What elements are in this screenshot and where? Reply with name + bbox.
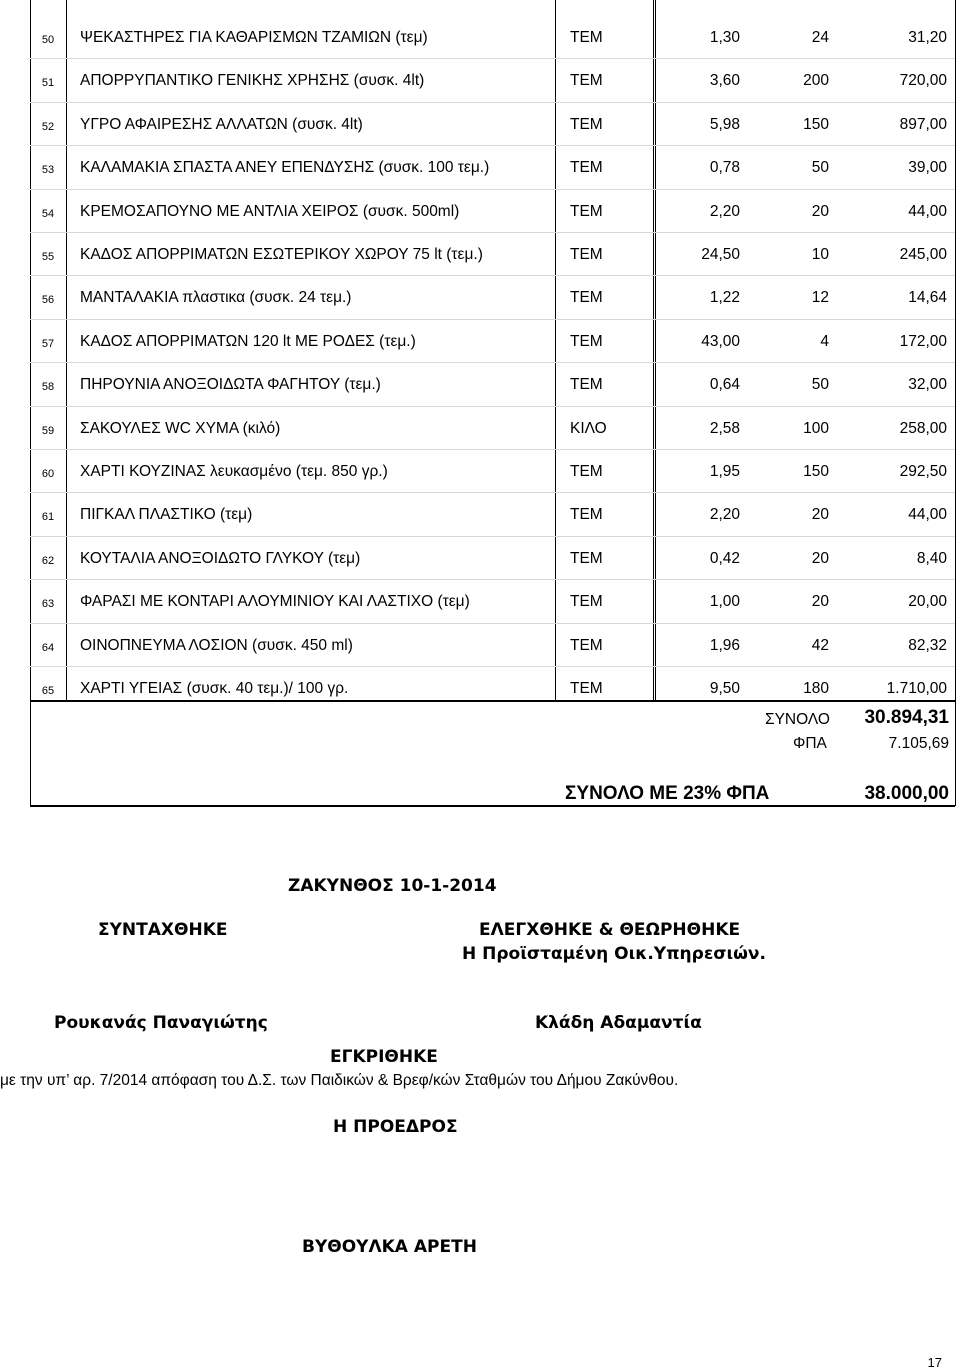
item-quantity: 150	[803, 115, 829, 133]
item-total: 44,00	[908, 506, 947, 524]
checked-role: Η Προϊσταμένη Οικ.Υπηρεσιών.	[462, 944, 766, 964]
row-number: 55	[41, 251, 55, 263]
item-description: ΑΠΟΡΡΥΠΑΝΤΙΚΟ ΓΕΝΙΚΗΣ ΧΡΗΣΗΣ (συσκ. 4lt)	[80, 72, 425, 90]
item-total: 8,40	[916, 549, 947, 567]
item-description: ΨΕΚΑΣΤΗΡΕΣ ΓΙΑ ΚΑΘΑΡΙΣΜΩΝ ΤΖΑΜΙΩΝ (τεμ)	[80, 29, 428, 46]
item-quantity: 4	[820, 332, 829, 350]
place-date: ΖΑΚΥΝΘΟΣ 10-1-2014	[288, 876, 497, 896]
approval-text: με την υπ’ αρ. 7/2014 απόφαση του Δ.Σ. των Παιδικών & Βρεφ/κών Σταθμών του Δήμου Ζακύνθου.	[0, 1072, 679, 1089]
table-row	[30, 103, 955, 146]
row-number: 50	[41, 34, 55, 46]
item-unit-price: 1,96	[709, 636, 740, 654]
table-row	[30, 537, 955, 580]
item-description: ΜΑΝΤΑΛΑΚΙΑ πλαστικα (συσκ. 24 τεμ.)	[80, 289, 352, 307]
item-description: ΚΑΛΑΜΑΚΙΑ ΣΠΑΣΤΑ ΑΝΕΥ ΕΠΕΝΔΥΣΗΣ (συσκ. 100 τεμ.)	[80, 159, 490, 177]
grand-total-label: ΣΥΝΟΛΟ ΜΕ 23% ΦΠΑ	[565, 783, 770, 804]
row-number: 53	[41, 164, 55, 177]
item-total: 82,32	[908, 636, 947, 654]
row-number: 61	[41, 511, 55, 524]
item-unit: ΤΕΜ	[570, 72, 603, 90]
item-unit-price: 1,00	[709, 593, 740, 611]
item-total: 258,00	[899, 419, 947, 437]
item-unit: ΤΕΜ	[570, 332, 603, 350]
table-row	[30, 450, 955, 493]
item-quantity: 200	[803, 72, 829, 90]
row-number: 57	[41, 337, 55, 350]
grand-total-value: 38.000,00	[864, 783, 949, 804]
item-total: 1.710,00	[886, 680, 947, 697]
compiler-name: Ρουκανάς Παναγιώτης	[54, 1013, 268, 1033]
item-quantity: 24	[811, 29, 829, 46]
item-description: ΦΑΡΑΣΙ ΜΕ ΚΟΝΤΑΡΙ ΑΛΟΥΜΙΝΙΟΥ ΚΑΙ ΛΑΣΤΙΧΟ (τεμ)	[80, 593, 470, 611]
checker-name: Κλάδη Αδαμαντία	[535, 1013, 702, 1033]
item-unit-price: 2,58	[709, 419, 740, 437]
item-unit-price: 5,98	[709, 115, 740, 133]
table-right-border	[955, 0, 956, 806]
subtotal-label: ΣΥΝΟΛΟ	[765, 711, 830, 728]
item-unit: ΤΕΜ	[570, 29, 603, 46]
table-row	[30, 493, 955, 536]
item-unit: ΚΙΛΟ	[570, 419, 607, 437]
item-unit: ΤΕΜ	[570, 246, 603, 263]
item-description: ΚΟΥΤΑΛΙΑ ΑΝΟΞΟΙΔΩΤΟ ΓΛΥΚΟΥ (τεμ)	[80, 549, 361, 567]
table-row	[30, 233, 955, 276]
table-bottom-rule	[30, 700, 955, 702]
item-description: ΟΙΝΟΠΝΕΥΜΑ ΛΟΣΙΟΝ (συσκ. 450 ml)	[80, 636, 353, 654]
subtotal-value: 30.894,31	[864, 707, 949, 728]
item-description: ΣΑΚΟΥΛΕΣ WC ΧΥΜΑ (κιλό)	[80, 419, 281, 437]
approved-heading: ΕΓΚΡΙΘΗΚΕ	[330, 1047, 438, 1067]
table-row	[30, 624, 955, 667]
item-unit-price: 0,42	[709, 549, 740, 567]
table-row	[30, 363, 955, 406]
page-number: 17	[927, 1355, 942, 1370]
item-quantity: 42	[811, 636, 829, 654]
checked-heading: ΕΛΕΓΧΘΗΚΕ & ΘΕΩΡΗΘΗΚΕ	[479, 920, 741, 940]
row-number: 58	[41, 381, 55, 394]
item-description: ΚΑΔΟΣ ΑΠΟΡΡΙΜΑΤΩΝ ΕΣΩΤΕΡΙΚΟΥ ΧΩΡΟΥ 75 lt (τεμ.)	[80, 246, 483, 263]
item-unit: ΤΕΜ	[570, 549, 603, 567]
row-number: 51	[41, 77, 55, 90]
vat-label: ΦΠΑ	[793, 735, 827, 752]
table-row	[30, 667, 955, 710]
item-unit-price: 1,30	[709, 29, 740, 46]
item-quantity: 150	[803, 463, 829, 480]
item-total: 31,20	[908, 29, 947, 46]
item-total: 44,00	[908, 202, 947, 220]
row-number: 59	[41, 424, 55, 437]
item-unit-price: 9,50	[709, 680, 740, 697]
item-unit: ΤΕΜ	[570, 376, 603, 394]
item-quantity: 50	[811, 159, 829, 177]
vat-value: 7.105,69	[888, 735, 949, 752]
table-row	[30, 16, 955, 59]
table-row	[30, 146, 955, 189]
item-unit-price: 43,00	[701, 332, 740, 350]
item-unit: ΤΕΜ	[570, 680, 603, 697]
item-total: 20,00	[908, 593, 947, 611]
item-unit: ΤΕΜ	[570, 506, 603, 524]
item-description: ΠΙΓΚΑΛ ΠΛΑΣΤΙΚΟ (τεμ)	[80, 506, 253, 524]
item-total: 292,50	[899, 463, 947, 480]
item-total: 32,00	[908, 376, 947, 394]
president-name: ΒΥΘΟΥΛΚΑ ΑΡΕΤΗ	[302, 1237, 477, 1257]
item-description: ΧΑΡΤΙ ΥΓΕΙΑΣ (συσκ. 40 τεμ.)/ 100 γρ.	[80, 680, 349, 697]
table-row	[30, 580, 955, 623]
item-quantity: 20	[811, 549, 829, 567]
row-number: 52	[41, 120, 55, 133]
item-quantity: 50	[811, 376, 829, 394]
item-quantity: 10	[811, 246, 829, 263]
item-total: 720,00	[899, 72, 947, 90]
item-unit-price: 1,95	[709, 463, 740, 480]
item-quantity: 100	[803, 419, 829, 437]
table-row	[30, 190, 955, 233]
row-number: 60	[41, 468, 55, 480]
item-unit-price: 2,20	[709, 506, 740, 524]
item-quantity: 20	[811, 506, 829, 524]
item-unit: ΤΕΜ	[570, 593, 603, 611]
item-total: 897,00	[899, 115, 947, 133]
item-unit: ΤΕΜ	[570, 115, 603, 133]
item-description: ΚΑΔΟΣ ΑΠΟΡΡΙΜΑΤΩΝ 120 lt ΜΕ ΡΟΔΕΣ (τεμ.)	[80, 332, 416, 350]
item-total: 172,00	[899, 332, 947, 350]
table-row	[30, 59, 955, 102]
summary-bottom-rule	[30, 805, 955, 807]
item-unit-price: 24,50	[701, 246, 740, 263]
item-unit-price: 0,78	[709, 159, 740, 177]
item-description: ΥΓΡΟ ΑΦΑΙΡΕΣΗΣ ΑΛΛΑΤΩΝ (συσκ. 4lt)	[80, 115, 363, 133]
item-unit: ΤΕΜ	[570, 159, 603, 177]
row-number: 56	[41, 294, 55, 307]
item-unit: ΤΕΜ	[570, 463, 603, 480]
compiled-heading: ΣΥΝΤΑΧΘΗΚΕ	[98, 920, 228, 940]
table-row	[30, 276, 955, 319]
item-unit: ΤΕΜ	[570, 289, 603, 307]
row-number: 65	[41, 685, 55, 697]
item-unit-price: 3,60	[709, 72, 740, 90]
item-total: 245,00	[899, 246, 947, 263]
item-quantity: 20	[811, 202, 829, 220]
item-description: ΧΑΡΤΙ ΚΟΥΖΙΝΑΣ λευκασμένο (τεμ. 850 γρ.)	[80, 463, 388, 480]
item-quantity: 180	[803, 680, 829, 697]
row-number: 64	[41, 641, 55, 654]
item-unit: ΤΕΜ	[570, 636, 603, 654]
row-number: 54	[41, 207, 55, 220]
item-description: ΚΡΕΜΟΣΑΠΟΥΝΟ ΜΕ ΑΝΤΛΙΑ ΧΕΙΡΟΣ (συσκ. 500ml)	[80, 202, 460, 220]
table-row	[30, 320, 955, 363]
item-unit-price: 1,22	[709, 289, 740, 307]
item-description: ΠΗΡΟΥΝΙΑ ΑΝΟΞΟΙΔΩΤΑ ΦΑΓΗΤΟΥ (τεμ.)	[80, 376, 381, 394]
row-number: 62	[41, 554, 55, 567]
item-quantity: 20	[811, 593, 829, 611]
president-title: Η ΠΡΟΕΔΡΟΣ	[333, 1117, 458, 1137]
item-unit-price: 2,20	[709, 202, 740, 220]
item-unit-price: 0,64	[709, 376, 740, 394]
item-quantity: 12	[811, 289, 829, 307]
row-number: 63	[41, 598, 55, 611]
item-unit: ΤΕΜ	[570, 202, 603, 220]
item-total: 14,64	[908, 289, 947, 307]
table-row	[30, 407, 955, 450]
item-total: 39,00	[908, 159, 947, 177]
